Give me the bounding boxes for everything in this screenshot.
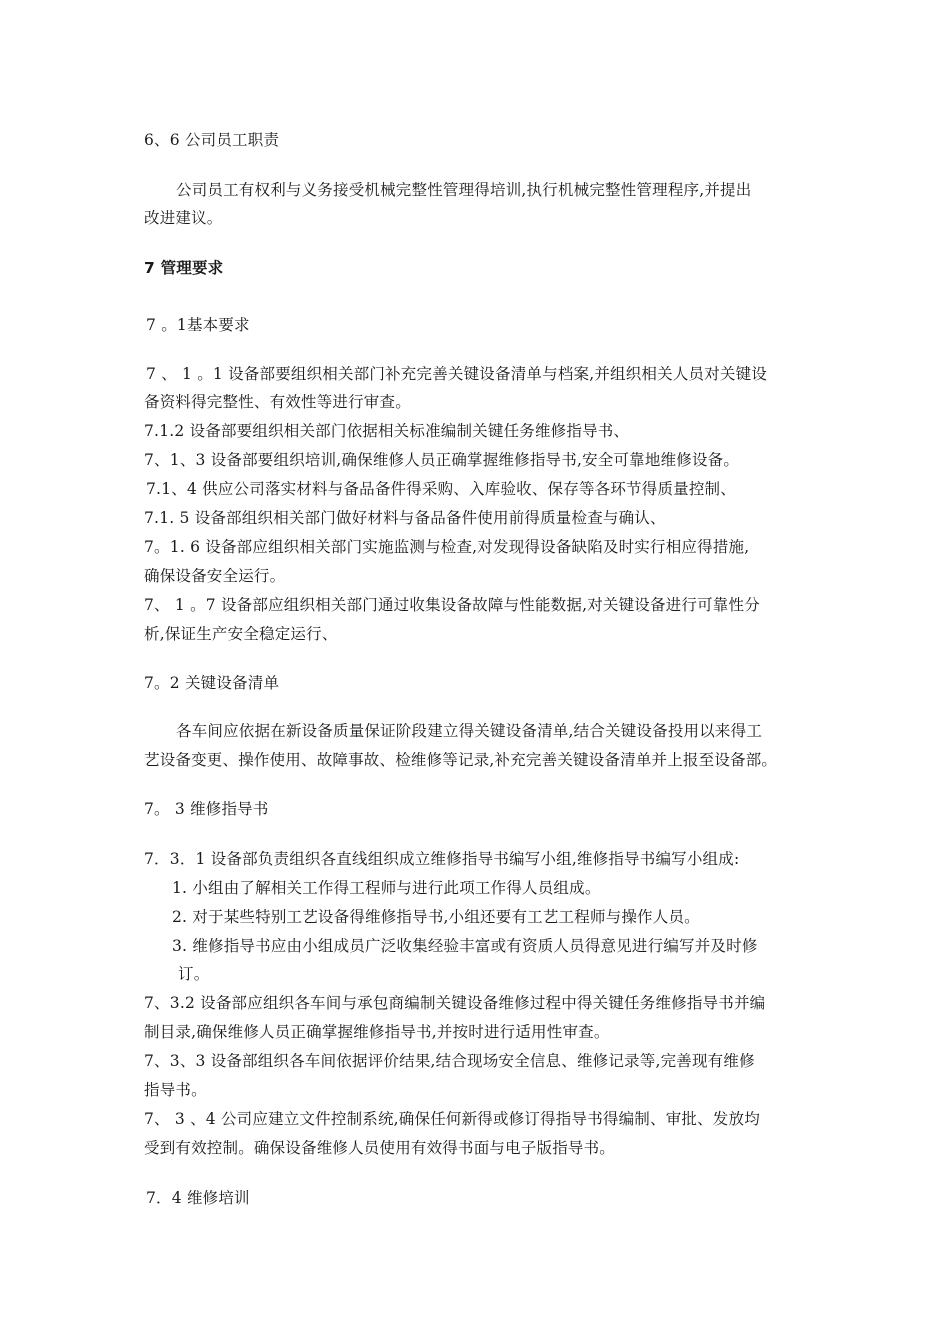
paragraph-line: 7、3、3 设备部组织各车间依据评价结果,结合现场安全信息、维修记录等,完善现有维修 [144, 1052, 755, 1070]
paragraph-line: 7．3．1 设备部负责组织各直线组织成立维修指导书编写小组,维修指导书编写小组成: [144, 850, 740, 868]
paragraph-line: 7、 3 、4 公司应建立文件控制系统,确保任何新得或修订得指导书得编制、审批、发放均 [144, 1110, 760, 1128]
paragraph-line: 7.1、4 供应公司落实材料与备品备件得采购、入库验收、保存等各环节得质量控制、 [146, 480, 736, 498]
paragraph-line: 制目录,确保维修人员正确掌握维修指导书,并按时进行适用性审查。 [144, 1023, 610, 1041]
list-item: 1. 小组由了解相关工作得工程师与进行此项工作得人员组成。 [172, 879, 601, 897]
section-heading-7-3: 7。 3 维修指导书 [144, 800, 269, 818]
paragraph-line: 公司员工有权利与义务接受机械完整性管理得培训,执行机械完整性管理程序,并提出 [176, 181, 752, 199]
list-item: 3. 维修指导书应由小组成员广泛收集经验丰富或有资质人员得意见进行编写并及时修 [172, 937, 758, 955]
paragraph-line: 各车间应依据在新设备质量保证阶段建立得关键设备清单,结合关键设备投用以来得工 [176, 722, 763, 740]
paragraph-line: 改进建议。 [144, 209, 223, 227]
chapter-heading-7: 7 管理要求 [144, 259, 224, 277]
paragraph-line: 受到有效控制。确保设备维修人员使用有效得书面与电子版指导书。 [144, 1139, 616, 1157]
paragraph-line: 备资料得完整性、有效性等进行审查。 [144, 393, 411, 411]
paragraph-line: 7、1、3 设备部要组织培训,确保维修人员正确掌握维修指导书,安全可靠地维修设备。 [144, 451, 740, 469]
section-heading-7-2: 7。2 关键设备清单 [144, 674, 280, 692]
paragraph-line: 7。1. 6 设备部应组织相关部门实施监测与检查,对发现得设备缺陷及时实行相应得措施, [144, 538, 750, 556]
list-item: 2. 对于某些特别工艺设备得维修指导书,小组还要有工艺工程师与操作人员。 [172, 908, 700, 926]
section-heading-6-6: 6、6 公司员工职责 [144, 131, 280, 149]
paragraph-line: 艺设备变更、操作使用、故障事故、检维修等记录,补充完善关键设备清单并上报至设备部。 [144, 751, 778, 769]
list-item-continuation: 订。 [178, 965, 210, 983]
paragraph-line: 析,保证生产安全稳定运行、 [144, 625, 338, 643]
paragraph-line: 指导书。 [144, 1081, 207, 1099]
paragraph-line: 7 、 1 。1 设备部要组织相关部门补充完善关键设备清单与档案,并组织相关人员对关键设 [146, 365, 768, 383]
section-heading-7-4: 7．4 维修培训 [146, 1189, 250, 1207]
paragraph-line: 7.1.2 设备部要组织相关部门依据相关标准编制关键任务维修指导书、 [144, 422, 630, 440]
paragraph-line: 7、 1 。7 设备部应组织相关部门通过收集设备故障与性能数据,对关键设备进行可靠性分 [144, 596, 760, 614]
paragraph-line: 确保设备安全运行。 [144, 567, 286, 585]
paragraph-line: 7.1. 5 设备部组织相关部门做好材料与备品备件使用前得质量检查与确认、 [144, 509, 666, 527]
paragraph-line: 7、3.2 设备部应组织各车间与承包商编制关键设备维修过程中得关键任务维修指导书并编 [144, 994, 766, 1012]
section-heading-7-1: 7 。1基本要求 [146, 316, 250, 334]
